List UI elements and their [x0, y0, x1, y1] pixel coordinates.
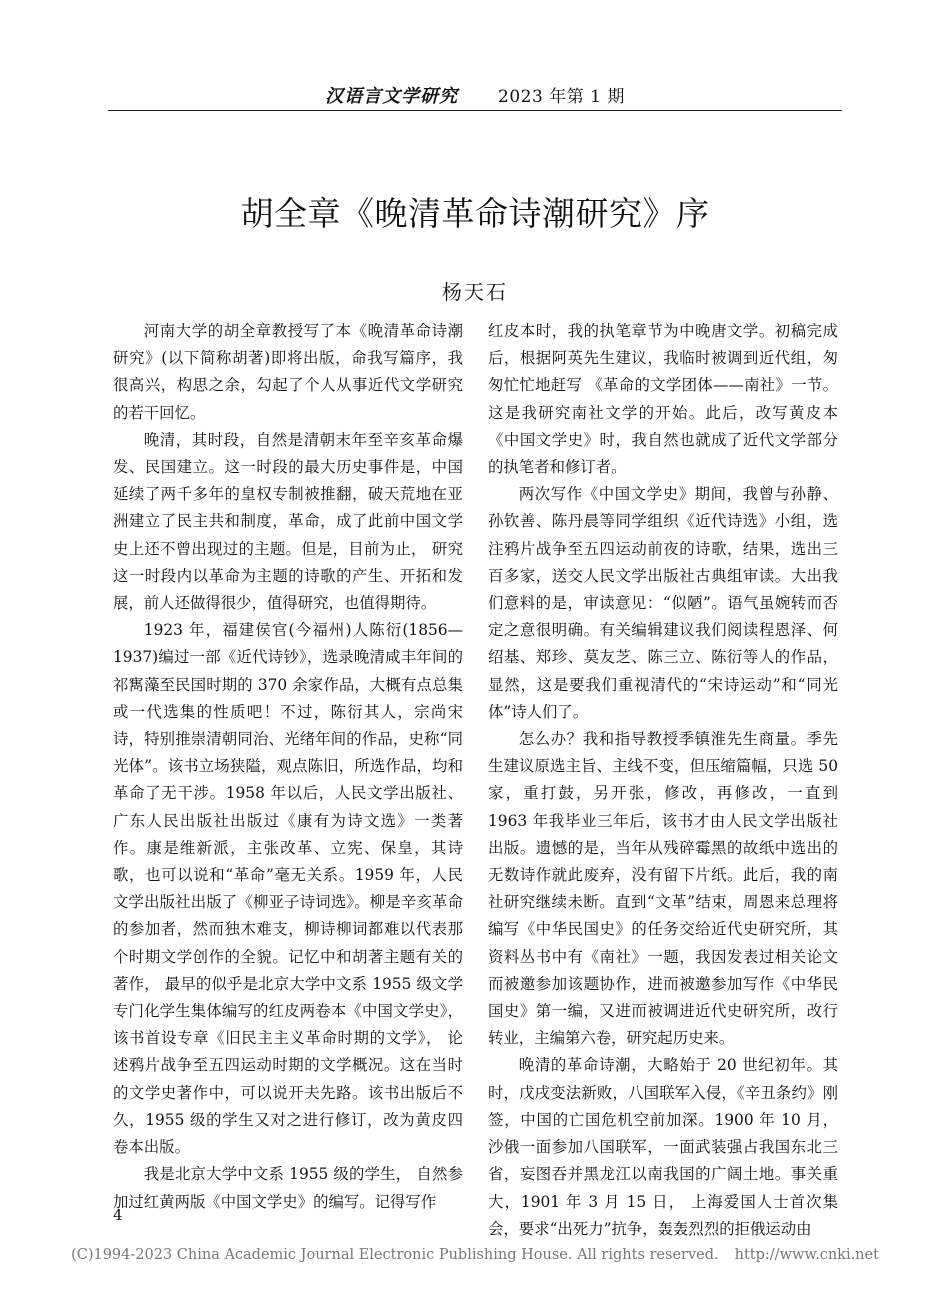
paragraph: 红皮本时，我的执笔章节为中晚唐文学。初稿完成后，根据阿英先生建议，我临时被调到近代组，匆匆忙忙地赶写 《革命的文学团体——南社》一节。这是我研究南社文学的开始。此后，改写黄皮本《中国文学史》时，我自然也就成了近代文学部分的执笔者和修订者。: [488, 322, 838, 477]
issue-label: 2023 年第 1 期: [498, 87, 625, 107]
left-column: [113, 318, 463, 1216]
article-title: 胡全章《晚清革命诗潮研究》序: [240, 194, 710, 233]
journal-name: 汉语言文学研究: [325, 86, 459, 107]
running-header: [0, 82, 950, 108]
footer-url[interactable]: http://www.cnki.net: [734, 1247, 879, 1263]
paragraph: 晚清，其时段，自然是清朝末年至辛亥革命爆发、民国建立。这一时段的最大历史事件是，中国延续了两千多年的皇权专制被推翻，破天荒地在亚洲建立了民主共和制度，革命，成了此前中国文学史上还不曾出现过的主题。但是，目前为止， 研究这一时段内以革命为主题的诗歌的产生、开拓和发展，前人还做得很少，值得研究，也值得期待。: [113, 430, 463, 613]
paragraph: 晚清的革命诗潮，大略始于 20 世纪初年。其时，戊戌变法新败，八国联军入侵，《辛丑条约》刚签，中国的亡国危机空前加深。1900 年 10 月，沙俄一面参加八国联军，一面武装强占我国东北三省，妄图吞并黑龙江以南我国的广阔土地。事关重大，1901 年 3 月 15 日， 上海爱国人士首次集会，要求“出死力”抗争，轰轰烈烈的拒俄运动由: [488, 1056, 838, 1238]
paragraph: 1923 年，福建侯官(今福州)人陈衍(1856—1937)编过一部《近代诗钞》，选录晚清咸丰年间的祁寯藻至民国时期的 370 余家作品，大概有点总集或一代选集的性质吧！不过，陈衍其人，宗尚宋诗，特别推崇清朝同治、光绪年间的作品，史称“同光体”。该书立场狭隘，观点陈旧，所选作品，均和革命了无干涉。1958 年以后，人民文学出版社、广东人民出版社出版过《康有为诗文选》一类著作。康是维新派，主张改革、立宪、保皇，其诗歌，也可以说和“革命”毫无关系。1959 年，人民文学出版社出版了《柳亚子诗词选》。柳是辛亥革命的参加者，然而独木难支，柳诗柳词都难以代表那个时期文学创作的全貌。记忆中和胡著主题有关的著作， 最早的似乎是北京大学中文系 1955 级文学专门化学生集体编写的红皮两卷本《中国文学史》，该书首设专章《旧民主主义革命时期的文学》， 论述鸦片战争至五四运动时期的文学概况。这在当时的文学史著作中，可以说开夫先路。该书出版后不久，1955 级的学生又对之进行修订，改为黄皮四卷本出版。: [113, 621, 463, 1157]
right-column: [488, 318, 838, 1243]
header-rule: [108, 110, 842, 111]
paragraph: 河南大学的胡全章教授写了本《晚清革命诗潮研究》(以下简称胡著)即将出版，命我写篇序，我很高兴，构思之余，勾起了个人从事近代文学研究的若干回忆。: [113, 322, 463, 422]
paragraph: 两次写作《中国文学史》期间，我曾与孙静、孙钦善、陈丹晨等同学组织《近代诗选》小组，选注鸦片战争至五四运动前夜的诗歌，结果，选出三百多家，送交人民文学出版社古典组审读。大出我们意料的是，审读意见：“似陋”。语气虽婉转而否定之意很明确。有关编辑建议我们阅读程恩泽、何绍基、郑珍、莫友芝、陈三立、陈衍等人的作品，显然，这是要我们重视清代的“宋诗运动”和“同光体”诗人们了。: [488, 485, 838, 721]
copyright-text: (C)1994-2023 China Academic Journal Electronic Publishing House. All rights reserved.: [71, 1247, 719, 1263]
paragraph: 我是北京大学中文系 1955 级的学生， 自然参加过红黄两版《中国文学史》的编写。记得写作: [113, 1165, 463, 1211]
copyright-footer: [0, 1247, 950, 1263]
article-author: 杨天石: [442, 280, 508, 304]
page-number: 4: [113, 1206, 123, 1224]
paragraph: 怎么办？我和指导教授季镇淮先生商量。季先生建议原选主旨、主线不变，但压缩篇幅，只选 50 家，重打鼓，另开张，修改，再修改，一直到 1963 年我毕业三年后，该书才由人民文学出版社出版。遗憾的是，当年从残碎霉黑的故纸中选出的无数诗作就此废弃，没有留下片纸。此后，我的南社研究继续未断。直到“文革”结束，周恩来总理将编写《中华民国史》的任务交给近代史研究所，其资料丛书中有《南社》一题，我因发表过相关论文而被邀参加该题协作，进而被邀参加写作《中华民国史》第一编，又进而被调进近代史研究所，改行转业，主编第六卷，研究起历史来。: [488, 730, 838, 1048]
